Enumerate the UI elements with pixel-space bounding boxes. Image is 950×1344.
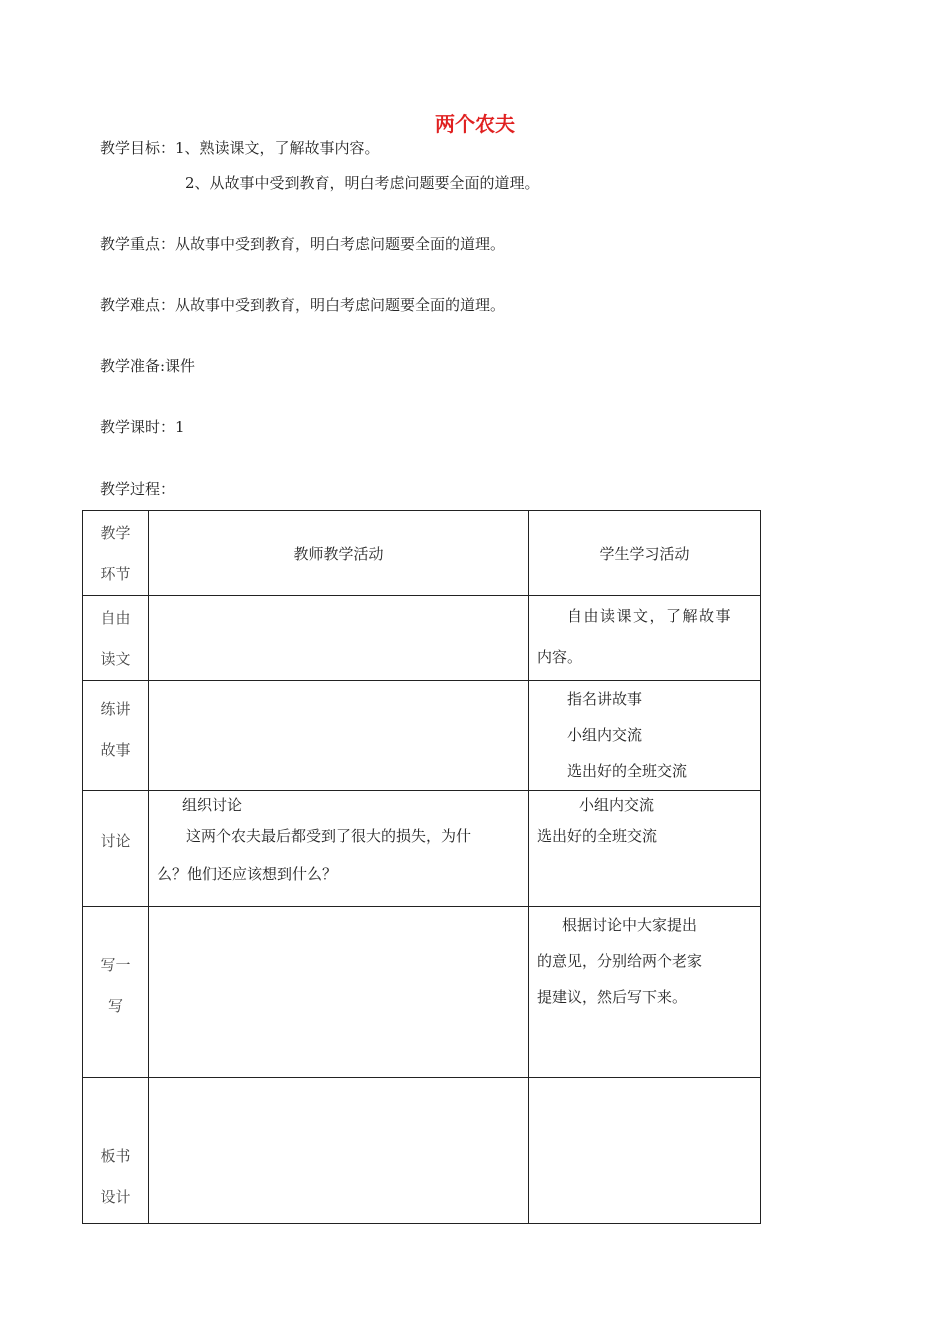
stage-cell xyxy=(83,681,149,791)
stage-line: 练讲 xyxy=(100,700,131,718)
teaching-hours: 教学课时：1 xyxy=(100,418,185,436)
stage-cell xyxy=(83,596,149,681)
header-stage-cell xyxy=(83,511,149,596)
stage-line: 写 xyxy=(107,997,123,1015)
teaching-difficulty: 教学难点：从故事中受到教育，明白考虑问题要全面的道理。 xyxy=(100,296,506,314)
header-teacher-activity: 教师教学活动 xyxy=(149,511,529,596)
student-activity-cell xyxy=(529,1078,761,1224)
student-activity-line: 指名讲故事 xyxy=(567,690,643,708)
header-student-activity: 学生学习活动 xyxy=(529,511,761,596)
stage-cell xyxy=(83,1078,149,1224)
stage-cell xyxy=(83,791,149,907)
table-row xyxy=(83,596,761,681)
table-row xyxy=(83,681,761,791)
student-activity-line: 小组内交流 xyxy=(567,726,643,744)
document-title: 两个农夫 xyxy=(435,112,515,136)
lesson-plan-table xyxy=(82,510,761,1224)
student-activity-line: 内容。 xyxy=(537,648,583,666)
stage-line: 写一 xyxy=(100,956,131,974)
table-row xyxy=(83,791,761,907)
teacher-activity-cell xyxy=(149,791,529,907)
table-row xyxy=(83,907,761,1078)
teacher-activity-line: 么？他们还应该想到什么？ xyxy=(157,865,338,883)
stage-line: 设计 xyxy=(100,1188,131,1206)
teacher-activity-cell xyxy=(149,596,529,681)
stage-line: 读文 xyxy=(100,650,131,668)
stage-cell xyxy=(83,907,149,1078)
student-activity-line: 的意见，分别给两个老家 xyxy=(537,952,703,970)
student-activity-line: 选出好的全班交流 xyxy=(567,762,688,780)
table-header-row xyxy=(83,511,761,596)
student-activity-line: 提建议，然后写下来。 xyxy=(537,988,688,1006)
student-activity-line: 根据讨论中大家提出 xyxy=(562,916,698,934)
stage-line: 故事 xyxy=(100,741,131,759)
teacher-activity-line: 组织讨论 xyxy=(182,796,243,814)
student-activity-line: 小组内交流 xyxy=(579,796,655,814)
teaching-goal-1: 教学目标：1、熟读课文，了解故事内容。 xyxy=(100,139,380,157)
teaching-process-label: 教学过程： xyxy=(100,480,176,498)
stage-line: 板书 xyxy=(100,1147,131,1165)
student-activity-cell xyxy=(529,791,761,907)
student-activity-line: 自由读课文，了解故事 xyxy=(567,607,733,625)
stage-line: 自由 xyxy=(100,609,131,627)
student-activity-cell xyxy=(529,681,761,791)
student-activity-cell xyxy=(529,596,761,681)
header-stage-line: 环节 xyxy=(100,565,131,583)
table-row xyxy=(83,1078,761,1224)
header-stage-line: 教学 xyxy=(100,524,131,542)
student-activity-cell xyxy=(529,907,761,1078)
teaching-focus: 教学重点：从故事中受到教育，明白考虑问题要全面的道理。 xyxy=(100,235,506,253)
teaching-preparation: 教学准备:课件 xyxy=(100,357,196,375)
student-activity-line: 选出好的全班交流 xyxy=(537,827,658,845)
teacher-activity-cell xyxy=(149,907,529,1078)
teacher-activity-cell xyxy=(149,1078,529,1224)
stage-line: 讨论 xyxy=(100,832,131,850)
teacher-activity-line: 这两个农夫最后都受到了很大的损失，为什 xyxy=(186,827,472,845)
teacher-activity-cell xyxy=(149,681,529,791)
teaching-goal-2: 2、从故事中受到教育，明白考虑问题要全面的道理。 xyxy=(185,174,540,192)
